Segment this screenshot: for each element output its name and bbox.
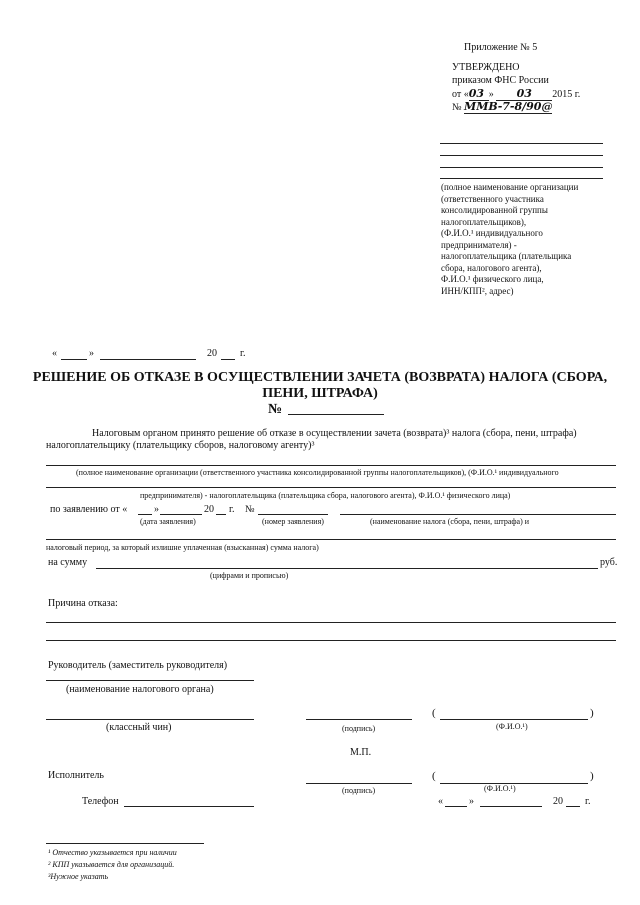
hint-application-date: (дата заявления) — [140, 517, 196, 526]
hint-rank: (классный чин) — [106, 722, 172, 733]
application-number-label: № — [245, 504, 255, 515]
approval-date-prefix: от « — [452, 89, 469, 100]
application-number-field[interactable] — [258, 514, 328, 515]
reason-field-2[interactable] — [46, 640, 616, 641]
tax-name-field[interactable] — [340, 514, 616, 515]
executor-date-year-field[interactable] — [566, 806, 580, 807]
hint-sum: (цифрами и прописью) — [210, 571, 289, 580]
executor-name-paren-open: ( — [432, 770, 436, 782]
addressee-line-1[interactable] — [440, 143, 603, 144]
executor-name-paren-close: ) — [590, 770, 594, 782]
addressee-hint-line: Ф.И.О.¹ физического лица, — [441, 274, 544, 284]
footnote-separator — [46, 843, 204, 844]
head-label: Руководитель (заместитель руководителя) — [48, 660, 228, 671]
addressee-hint-line: (ответственного участника — [441, 193, 544, 204]
decision-date-open: « — [52, 348, 57, 359]
taxpayer-name-field[interactable] — [46, 465, 616, 466]
addressee-line-4[interactable] — [440, 178, 603, 179]
executor-date-open: « — [438, 796, 443, 807]
addressee-hint-line: консолидированной группы — [441, 205, 548, 215]
application-prefix: по заявлению от « — [50, 504, 128, 515]
approval-number-prefix: № — [452, 102, 462, 113]
approval-date-month: 03 — [496, 87, 552, 101]
application-year-field[interactable] — [216, 514, 226, 515]
hint-name-executor: (Ф.И.О.¹) — [484, 784, 516, 793]
addressee-hint-line: (Ф.И.О.¹ индивидуального — [441, 228, 543, 238]
addressee-line-2[interactable] — [440, 155, 603, 156]
taxpayer-hint-2: предпринимателя) - налогоплательщика (плательщика сбора, налогового агента), Ф.И.О.¹ физического лица) — [140, 491, 511, 500]
executor-date-month-field[interactable] — [480, 806, 542, 807]
document-title-line1: РЕШЕНИЕ ОБ ОТКАЗЕ В ОСУЩЕСТВЛЕНИИ ЗАЧЕТА (ВОЗВРАТА) НАЛОГА (СБОРА, — [32, 370, 608, 385]
addressee-hint-line: налогоплательщика (плательщика — [441, 251, 572, 261]
addressee-hint-line: ИНН/КПП², адрес) — [441, 285, 514, 296]
authority-field[interactable] — [46, 680, 254, 681]
approval-date-year: 2015 г. — [552, 89, 581, 100]
addressee-line-3[interactable] — [440, 167, 603, 168]
phone-label: Телефон — [82, 796, 119, 807]
footnote-3: ³Нужное указать — [48, 872, 109, 881]
executor-date-day-field[interactable] — [445, 806, 467, 807]
application-year: 20 — [204, 504, 214, 515]
addressee-hint-line: налогоплательщиков), — [441, 216, 527, 227]
addressee-hint — [441, 182, 578, 297]
application-mid: » — [154, 504, 159, 515]
executor-label: Исполнитель — [48, 770, 104, 781]
sum-label: на сумму — [48, 557, 88, 568]
application-month-field[interactable] — [160, 514, 202, 515]
stamp-label: М.П. — [350, 747, 372, 758]
application-suffix: г. — [229, 504, 235, 515]
addressee-hint-line: (полное наименование организации — [441, 182, 579, 192]
executor-date-suffix: г. — [585, 796, 591, 807]
decision-date-year-field[interactable] — [221, 359, 235, 360]
decision-date-suffix: г. — [240, 348, 246, 359]
footnote-2: ² КПП указывается для организаций. — [48, 860, 175, 869]
hint-signature: (подпись) — [342, 724, 376, 733]
sum-currency: руб. — [600, 557, 618, 568]
decision-date-year: 20 — [207, 348, 217, 359]
decision-date-month-field[interactable] — [100, 359, 196, 360]
application-day-field[interactable] — [138, 514, 152, 515]
hint-name: (Ф.И.О.¹) — [496, 722, 528, 731]
taxpayer-hint-1: (полное наименование организации (ответственного участника консолидированной группы налогоплательщиков), (Ф.И.О.¹ индивидуального — [76, 468, 559, 477]
approval-number — [452, 100, 552, 114]
footnote-1: ¹ Отчество указывается при наличии — [48, 848, 177, 857]
hint-authority: (наименование налогового органа) — [66, 684, 214, 695]
body-paragraph-1: Налоговым органом принято решение об отказе в осуществлении зачета (возврата)³ налога (сбора, пени, штрафа) — [92, 428, 577, 439]
executor-date-year: 20 — [553, 796, 563, 807]
decision-date-close: » — [89, 348, 94, 359]
sum-field[interactable] — [96, 568, 598, 569]
document-number-prefix: № — [268, 402, 283, 417]
head-signature-field[interactable] — [306, 719, 412, 720]
document-title-line2: ПЕНИ, ШТРАФА) — [262, 386, 378, 401]
hint-application-number: (номер заявления) — [262, 517, 324, 526]
approval-date — [452, 87, 580, 101]
executor-signature-field[interactable] — [306, 783, 412, 784]
body-paragraph-2: налогоплательщику (плательщику сборов, налоговому агенту)³ — [46, 440, 315, 451]
approved-label: УТВЕРЖДЕНО — [452, 62, 520, 73]
approval-number-value: ММВ-7-8/90@ — [464, 100, 553, 113]
appendix-label: Приложение № 5 — [464, 42, 538, 53]
rank-field[interactable] — [46, 719, 254, 720]
addressee-hint-line: сбора, налогового агента), — [441, 262, 542, 273]
head-name-paren-close: ) — [590, 707, 594, 719]
executor-date-close: » — [469, 796, 474, 807]
approval-date-day: 03 — [469, 87, 489, 101]
document-number-field[interactable] — [288, 414, 384, 415]
hint-tax-name: (наименование налога (сбора, пени, штрафа) и — [370, 517, 530, 526]
reason-field-1[interactable] — [46, 622, 616, 623]
taxpayer-name-field-2[interactable] — [46, 487, 616, 488]
head-name-field[interactable] — [440, 719, 588, 720]
head-name-paren-open: ( — [432, 707, 436, 719]
tax-period-field[interactable] — [46, 539, 616, 540]
hint-tax-period: налоговый период, за который излишне уплаченная (взысканная) сумма налога) — [46, 543, 319, 552]
reason-label: Причина отказа: — [48, 598, 118, 609]
hint-signature-executor: (подпись) — [342, 786, 376, 795]
addressee-hint-line: предпринимателя) - — [441, 239, 517, 250]
phone-field[interactable] — [124, 806, 254, 807]
approval-date-mid: » — [488, 89, 494, 100]
order-label: приказом ФНС России — [452, 75, 549, 86]
decision-date-day-field[interactable] — [61, 359, 87, 360]
